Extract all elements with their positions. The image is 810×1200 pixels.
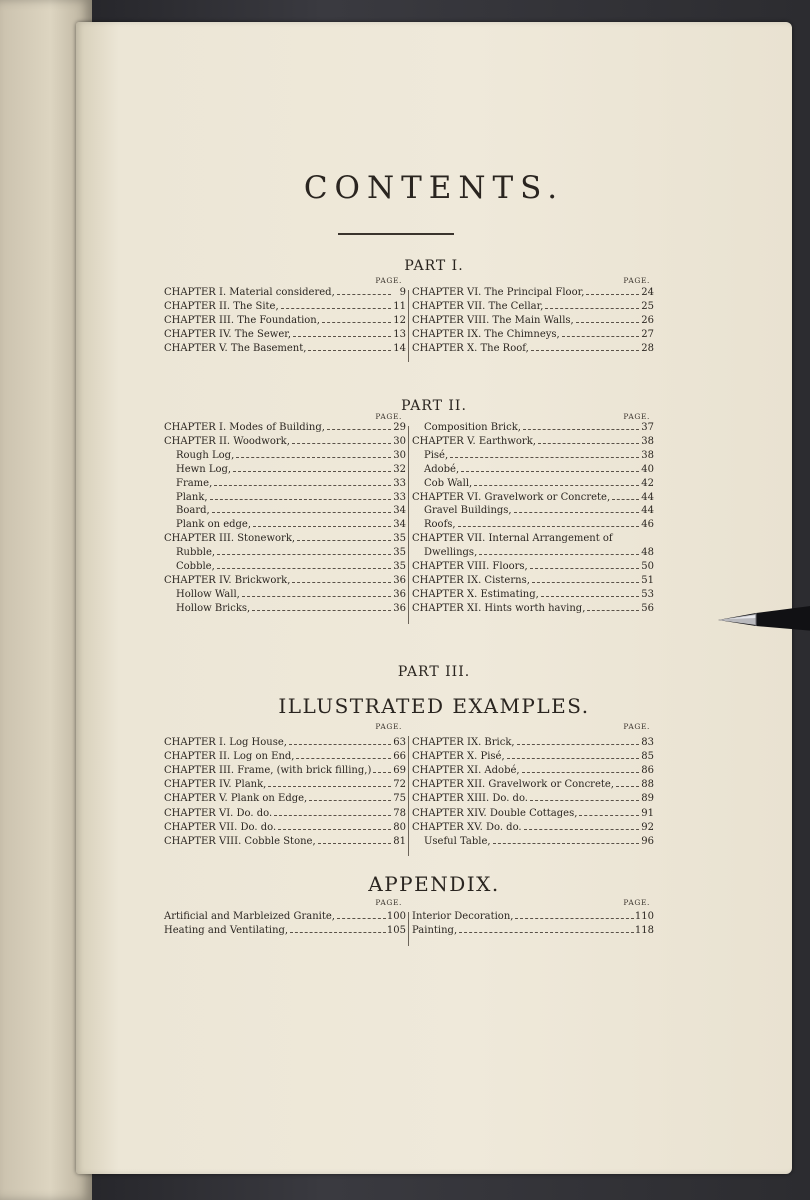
toc-entry-page: 12	[393, 315, 406, 326]
toc-entry-page: 32	[393, 463, 406, 475]
toc-entry-page: 80	[393, 821, 406, 833]
toc-entry	[412, 546, 654, 560]
toc-entry	[412, 435, 654, 449]
toc-entry-label: CHAPTER IV. Brickwork,	[164, 574, 291, 586]
part-2-heading: PART II.	[401, 398, 467, 414]
toc-entry	[164, 924, 406, 938]
toc-entry-label: CHAPTER IX. Brick,	[412, 737, 515, 748]
toc-entry-page: 36	[393, 588, 406, 600]
dot-leader	[274, 807, 391, 816]
toc-entry-label: CHAPTER VIII. Floors,	[412, 561, 528, 572]
toc-entry-page: 83	[641, 737, 654, 748]
dot-leader	[514, 504, 639, 513]
toc-entry-page: 34	[393, 519, 406, 531]
page-column-label: PAGE.	[623, 722, 650, 731]
toc-entry-label: Gravel Buildings,	[424, 505, 512, 517]
dot-leader	[541, 588, 639, 597]
toc-entry	[412, 518, 654, 532]
dot-leader	[493, 835, 639, 844]
part-3-left-column	[164, 722, 406, 856]
illustrated-examples-heading: ILLUSTRATED EXAMPLES.	[278, 694, 590, 718]
toc-entry-label: CHAPTER V. The Basement,	[164, 343, 307, 354]
toc-entry	[412, 328, 654, 342]
toc-entry-page: 96	[641, 835, 654, 847]
toc-entry	[164, 560, 406, 574]
dot-leader	[461, 463, 639, 472]
toc-entry	[164, 778, 406, 792]
toc-entry-label: Hollow Bricks,	[176, 602, 251, 614]
toc-entry-label: CHAPTER XII. Gravelwork or Concrete,	[412, 779, 614, 791]
toc-entry	[164, 764, 406, 778]
dot-leader	[337, 286, 391, 295]
toc-entry-label: Artificial and Marbleized Granite,	[164, 911, 335, 922]
toc-entry	[412, 504, 654, 518]
toc-entry	[412, 588, 654, 602]
toc-entry	[412, 602, 654, 616]
toc-entry-page: 40	[641, 463, 654, 475]
part-1-right-column	[412, 276, 654, 362]
toc-entry-page: 35	[393, 547, 406, 559]
toc-entry-page: 88	[641, 779, 654, 791]
toc-entry-page: 89	[641, 793, 654, 805]
dot-leader	[576, 314, 639, 323]
dot-leader	[318, 835, 391, 844]
dot-leader	[531, 342, 639, 351]
toc-entry-page: 105	[386, 925, 406, 936]
toc-entry-label: CHAPTER I. Material considered,	[164, 287, 335, 298]
dot-leader	[562, 328, 639, 337]
toc-entry-page: 69	[393, 765, 406, 777]
part-2-toc	[164, 412, 654, 624]
toc-entry-page: 26	[641, 315, 654, 326]
page-column-label: PAGE.	[623, 412, 650, 421]
dot-leader	[545, 300, 639, 309]
toc-entry	[412, 463, 654, 477]
toc-entry-label: CHAPTER V. Plank on Edge,	[164, 793, 308, 805]
page-column-label: PAGE.	[375, 722, 402, 731]
toc-entry-label: CHAPTER VIII. The Main Walls,	[412, 315, 574, 326]
dot-leader	[293, 328, 391, 337]
dot-leader	[278, 821, 391, 830]
toc-entry	[164, 504, 406, 518]
dot-leader	[538, 435, 639, 444]
toc-entry-page: 33	[393, 477, 406, 489]
toc-entry	[164, 463, 406, 477]
toc-entry-label: Cob Wall,	[424, 477, 473, 489]
page-column-label: PAGE.	[623, 276, 650, 285]
toc-entry-page: 37	[641, 422, 654, 433]
toc-entry	[412, 736, 654, 750]
toc-entry-label: CHAPTER II. Log on End,	[164, 751, 295, 763]
part-1-left-column	[164, 276, 406, 362]
toc-entry-page: 9	[399, 287, 406, 298]
toc-entry	[412, 342, 654, 356]
toc-entry-label: CHAPTER X. Estimating,	[412, 588, 539, 600]
part-1-toc	[164, 276, 654, 362]
toc-entry	[164, 435, 406, 449]
toc-entry-label: Hewn Log,	[176, 463, 232, 475]
toc-entry-page: 81	[393, 835, 406, 847]
toc-entry-label: CHAPTER III. Stonework,	[164, 533, 296, 545]
dot-leader	[253, 518, 391, 527]
page-column-label: PAGE.	[375, 898, 402, 907]
toc-entry-page: 14	[393, 343, 406, 354]
toc-entry-page: 78	[393, 807, 406, 819]
toc-entry	[412, 821, 654, 835]
toc-entry-label: Hollow Wall,	[176, 588, 240, 600]
toc-entry-page: 72	[393, 779, 406, 791]
toc-entry-page: 75	[393, 793, 406, 805]
toc-entry-label: CHAPTER XI. Hints worth having,	[412, 602, 586, 614]
toc-entry-label: CHAPTER I. Log House,	[164, 737, 287, 748]
toc-entry-label: CHAPTER VII. Do. do.	[164, 821, 277, 833]
toc-entry	[164, 602, 406, 616]
dot-leader	[515, 910, 633, 919]
toc-entry-page: 118	[634, 925, 654, 936]
appendix-left-column	[164, 898, 406, 946]
toc-entry-page: 42	[641, 477, 654, 489]
dot-leader	[579, 807, 639, 816]
toc-entry	[412, 750, 654, 764]
dot-leader	[523, 421, 639, 430]
toc-entry-label: CHAPTER IX. The Chimneys,	[412, 329, 560, 340]
toc-entry	[164, 835, 406, 849]
toc-entry-label: Composition Brick,	[424, 422, 521, 433]
toc-entry	[164, 910, 406, 924]
part-3-heading: PART III.	[397, 664, 471, 680]
toc-entry-page: 35	[393, 561, 406, 572]
toc-entry-label: CHAPTER VIII. Cobble Stone,	[164, 835, 316, 847]
dot-leader	[450, 449, 639, 458]
toc-entry-label: CHAPTER II. The Site,	[164, 301, 279, 312]
toc-entry	[164, 807, 406, 821]
dot-leader	[524, 821, 639, 830]
dot-leader	[322, 314, 391, 323]
dot-leader	[458, 518, 639, 527]
page-title: CONTENTS.	[303, 170, 565, 206]
column-divider	[408, 736, 409, 856]
toc-entry-label: CHAPTER XIII. Do. do.	[412, 793, 528, 805]
toc-entry-label: Rough Log,	[176, 449, 235, 461]
toc-entry-label: CHAPTER VII. Internal Arrangement of	[412, 533, 613, 545]
column-divider	[408, 426, 409, 624]
toc-entry	[164, 342, 406, 356]
toc-entry	[412, 792, 654, 806]
dot-leader	[292, 574, 391, 583]
toc-entry	[412, 491, 654, 505]
toc-entry-page: 48	[641, 547, 654, 559]
dot-leader	[268, 778, 391, 787]
dot-leader	[242, 588, 391, 597]
dot-leader	[233, 463, 391, 472]
toc-entry-page: 92	[641, 821, 654, 833]
toc-entry-page: 53	[641, 588, 654, 600]
toc-entry-page: 33	[393, 491, 406, 503]
toc-entry-page: 46	[641, 519, 654, 531]
toc-entry-label: CHAPTER IV. The Sewer,	[164, 329, 292, 340]
toc-entry	[164, 328, 406, 342]
toc-entry-label: CHAPTER VI. The Principal Floor,	[412, 287, 585, 298]
toc-entry	[164, 792, 406, 806]
toc-entry-page: 91	[641, 807, 654, 819]
toc-entry	[412, 314, 654, 328]
toc-entry	[164, 574, 406, 588]
dot-leader	[337, 910, 386, 919]
page-column-label: PAGE.	[375, 412, 402, 421]
dot-leader	[612, 491, 639, 500]
toc-entry-label: CHAPTER V. Earthwork,	[412, 435, 536, 447]
title-rule	[338, 233, 454, 235]
dot-leader	[474, 477, 639, 486]
dot-leader	[289, 736, 391, 745]
toc-entry	[164, 546, 406, 560]
toc-entry	[412, 835, 654, 849]
toc-entry-page: 30	[393, 435, 406, 447]
toc-entry	[412, 477, 654, 491]
dot-leader	[252, 602, 391, 611]
dot-leader	[459, 924, 634, 933]
toc-entry-page: 11	[393, 301, 406, 312]
page-column-label: PAGE.	[623, 898, 650, 907]
toc-entry-label: CHAPTER XIV. Double Cottages,	[412, 807, 578, 819]
appendix-heading: APPENDIX.	[368, 872, 500, 896]
dot-leader	[292, 435, 391, 444]
appendix-right-column	[412, 898, 654, 946]
dot-leader	[290, 924, 386, 933]
dot-leader	[517, 736, 639, 745]
toc-entry	[412, 764, 654, 778]
toc-entry	[412, 300, 654, 314]
toc-entry-label: Roofs,	[424, 519, 456, 531]
toc-entry-page: 13	[393, 329, 406, 340]
toc-entry-page: 25	[641, 301, 654, 312]
toc-entry-label: CHAPTER X. Pisé,	[412, 751, 505, 763]
dot-leader	[587, 602, 639, 611]
toc-entry-page: 86	[641, 765, 654, 777]
toc-entry-label: Plank on edge,	[176, 519, 252, 531]
dot-leader	[530, 560, 639, 569]
toc-entry-page: 38	[641, 435, 654, 447]
toc-entry	[164, 588, 406, 602]
toc-entry	[164, 449, 406, 463]
toc-entry-label: CHAPTER XV. Do. do.	[412, 821, 522, 833]
dot-leader	[214, 477, 391, 486]
dot-leader	[210, 491, 391, 500]
toc-entry-label: CHAPTER X. The Roof,	[412, 343, 529, 354]
toc-entry-page: 34	[393, 505, 406, 517]
toc-entry-label: Plank,	[176, 491, 208, 503]
part-1-heading: PART I.	[404, 258, 464, 274]
toc-entry-page: 50	[641, 561, 654, 572]
toc-entry-page: 44	[641, 505, 654, 517]
toc-entry	[164, 491, 406, 505]
dot-leader	[522, 764, 639, 773]
toc-entry-page: 24	[641, 287, 654, 298]
toc-entry	[412, 807, 654, 821]
dot-leader	[296, 750, 391, 759]
toc-entry-label: CHAPTER II. Woodwork,	[164, 435, 290, 447]
toc-entry	[164, 286, 406, 300]
dot-leader	[308, 342, 391, 351]
toc-entry-page: 36	[393, 602, 406, 614]
dot-leader	[217, 546, 391, 555]
dot-leader	[236, 449, 391, 458]
column-divider	[408, 912, 409, 946]
toc-entry-label: Interior Decoration,	[412, 911, 514, 922]
toc-entry-label: Painting,	[412, 925, 458, 936]
toc-entry	[412, 574, 654, 588]
toc-entry	[164, 736, 406, 750]
page-column-label: PAGE.	[375, 276, 402, 285]
toc-entry	[164, 750, 406, 764]
dot-leader	[507, 750, 639, 759]
toc-entry-label: CHAPTER III. The Foundation,	[164, 315, 320, 326]
toc-entry-page: 36	[393, 574, 406, 586]
toc-entry-label: CHAPTER XI. Adobé,	[412, 765, 520, 777]
toc-entry	[164, 300, 406, 314]
toc-entry-page: 27	[641, 329, 654, 340]
dot-leader	[530, 792, 639, 801]
appendix-toc	[164, 898, 654, 946]
toc-entry-page: 110	[634, 911, 654, 922]
toc-entry	[412, 560, 654, 574]
toc-entry-label: Cobble,	[176, 561, 215, 572]
dot-leader	[327, 421, 391, 430]
toc-entry-page: 38	[641, 449, 654, 461]
toc-entry-page: 100	[386, 911, 406, 922]
dot-leader	[616, 778, 639, 787]
toc-entry	[164, 421, 406, 435]
toc-entry	[164, 314, 406, 328]
toc-entry-label: Heating and Ventilating,	[164, 925, 289, 936]
dot-leader	[586, 286, 639, 295]
toc-entry-label: CHAPTER VI. Gravelwork or Concrete,	[412, 491, 611, 503]
toc-entry	[412, 421, 654, 435]
dot-leader	[212, 504, 391, 513]
toc-entry	[412, 778, 654, 792]
toc-entry-label: Adobé,	[424, 463, 460, 475]
toc-entry-label: CHAPTER IX. Cisterns,	[412, 574, 530, 586]
toc-entry-page: 66	[393, 751, 406, 763]
toc-entry-label: Board,	[176, 505, 210, 517]
toc-entry-page: 63	[393, 737, 406, 748]
pen-icon	[716, 598, 810, 638]
dot-leader	[479, 546, 639, 555]
dot-leader	[217, 560, 391, 569]
toc-entry-label: Pisé,	[424, 449, 449, 461]
toc-entry	[164, 532, 406, 546]
toc-entry-label: Frame,	[176, 477, 213, 489]
toc-entry-page: 56	[641, 602, 654, 614]
dot-leader	[309, 792, 391, 801]
book-page	[76, 22, 792, 1174]
toc-entry-label: Useful Table,	[424, 835, 491, 847]
dot-leader	[532, 574, 639, 583]
toc-entry	[412, 910, 654, 924]
toc-entry	[412, 924, 654, 938]
toc-entry-page: 51	[641, 574, 654, 586]
toc-entry-page: 30	[393, 449, 406, 461]
toc-entry	[412, 532, 654, 546]
dot-leader	[297, 532, 391, 541]
toc-entry-label: CHAPTER I. Modes of Building,	[164, 422, 325, 433]
toc-entry	[164, 821, 406, 835]
toc-entry-page: 29	[393, 422, 406, 433]
part-3-toc	[164, 722, 654, 856]
toc-entry-label: CHAPTER III. Frame, (with brick filling,)	[164, 765, 372, 777]
toc-entry-page: 44	[641, 491, 654, 503]
toc-entry-page: 35	[393, 533, 406, 545]
toc-entry	[164, 518, 406, 532]
column-divider	[408, 290, 409, 362]
dot-leader	[373, 764, 391, 773]
toc-entry	[412, 286, 654, 300]
toc-entry-label: CHAPTER IV. Plank,	[164, 779, 267, 791]
toc-entry-label: CHAPTER VI. Do. do.	[164, 807, 273, 819]
dot-leader	[281, 300, 391, 309]
part-2-right-column	[412, 412, 654, 624]
toc-entry-label: CHAPTER VII. The Cellar,	[412, 301, 544, 312]
toc-entry	[164, 477, 406, 491]
toc-entry-page: 85	[641, 751, 654, 763]
part-2-left-column	[164, 412, 406, 624]
toc-entry-label: Rubble,	[176, 547, 216, 559]
toc-entry	[412, 449, 654, 463]
part-3-right-column	[412, 722, 654, 856]
toc-entry-page: 28	[641, 343, 654, 354]
toc-entry-label: Dwellings,	[424, 547, 478, 559]
